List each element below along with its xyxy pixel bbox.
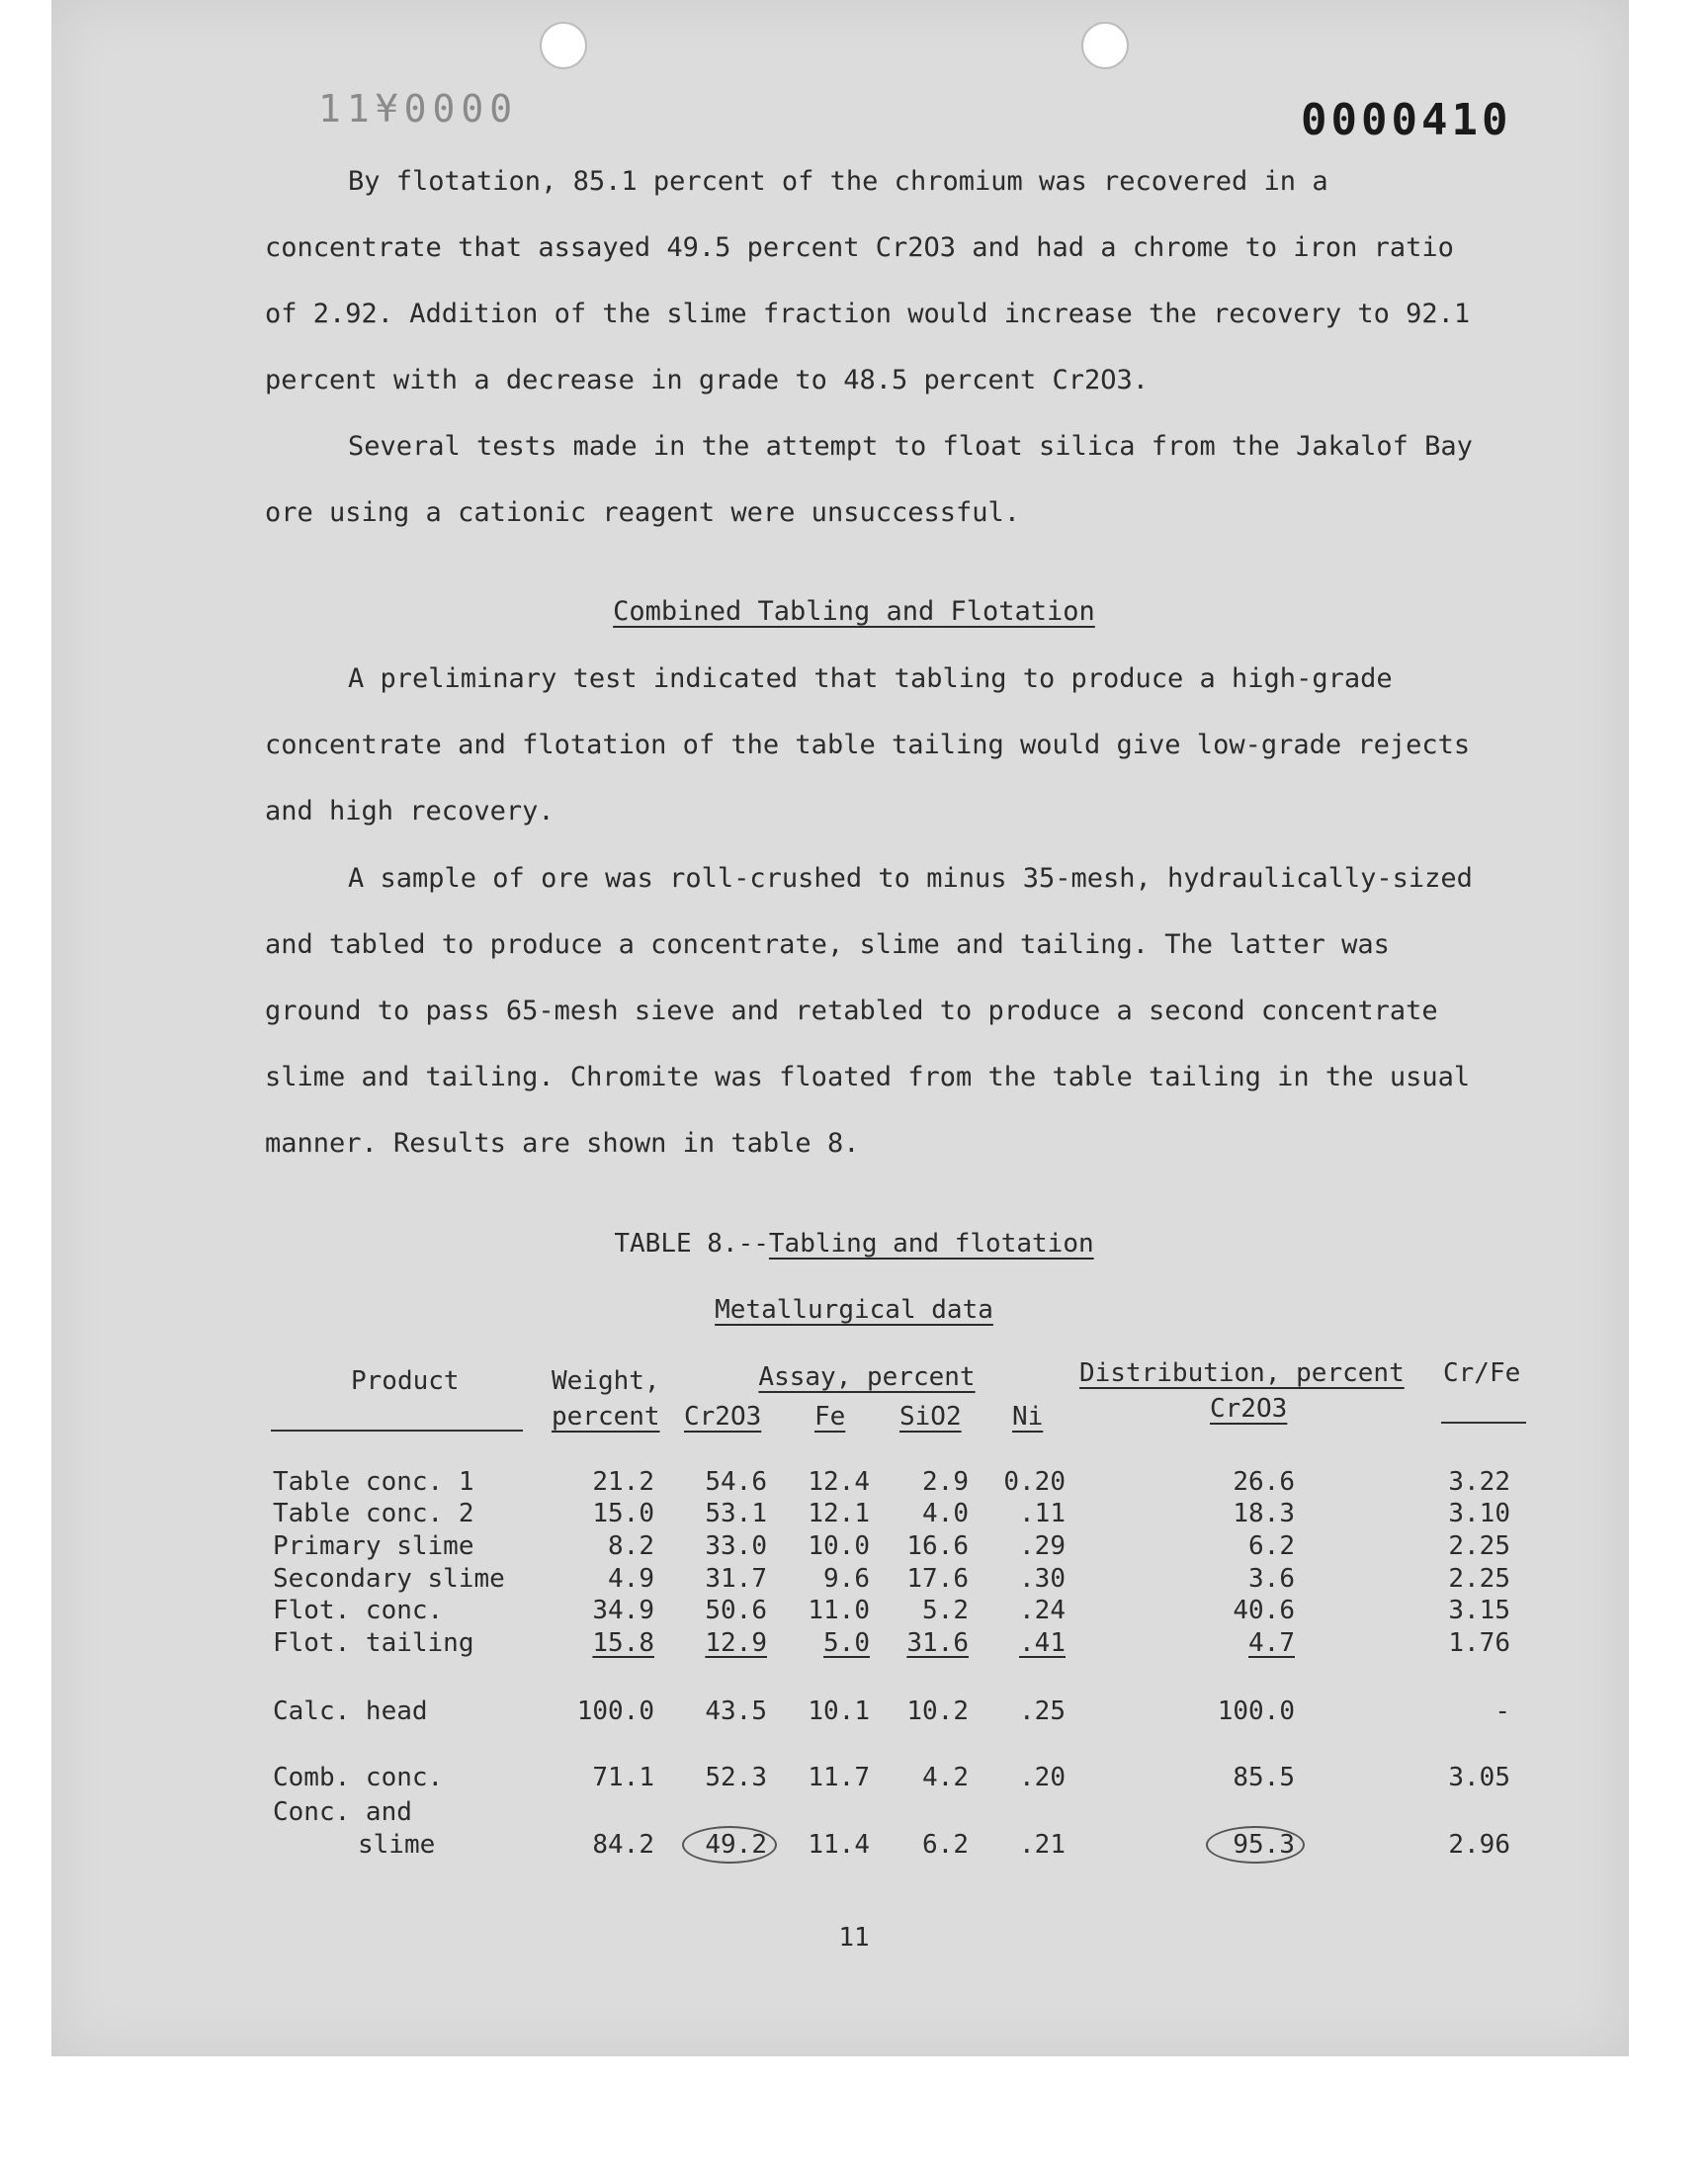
row-ni: .30 [1019, 1564, 1066, 1594]
row-cr-fe: 2.25 [1448, 1564, 1510, 1594]
row-ni: .29 [1019, 1531, 1066, 1561]
row-sio2: 10.2 [906, 1696, 969, 1726]
section-heading: Combined Tabling and Flotation [613, 596, 1095, 627]
header-assay-fe: Fe [814, 1402, 846, 1432]
punch-hole-right [1081, 22, 1129, 69]
paragraph-silica: Several tests made in the attempt to float silica from the Jakalof Bay ore using a cationic reagent were unsuccessful. [265, 431, 1473, 528]
row-fe: 12.4 [808, 1467, 870, 1497]
row-cr-fe: 2.96 [1448, 1830, 1510, 1860]
row-product: Table conc. 2 [273, 1499, 474, 1528]
row-product: Primary slime [273, 1531, 474, 1561]
row-fe: 9.6 [823, 1564, 870, 1594]
table-row [0, 1830, 1708, 1862]
row-weight: 4.9 [608, 1564, 654, 1594]
row-cr2o3: 53.1 [705, 1499, 767, 1528]
header-assay-cr2o3: Cr2O3 [684, 1402, 762, 1432]
header-rule-cr-fe [1441, 1422, 1526, 1424]
row-distribution: 3.6 [1248, 1564, 1295, 1594]
row-cr2o3: 12.9 [705, 1628, 767, 1658]
row-ni: .24 [1019, 1596, 1066, 1625]
row-product: Conc. and [273, 1797, 412, 1827]
row-distribution: 18.3 [1233, 1499, 1295, 1528]
row-weight: 100.0 [576, 1696, 654, 1726]
paragraph-flotation: By flotation, 85.1 percent of the chromium was recovered in a concentrate that assayed 49.5 percent Cr2O3 and had a chrome to iron ratio of 2.92. Addition of the slime fraction would increase the recovery to 92.1 percent with a decrease in grade to 48.5 percent Cr2O3. [265, 166, 1471, 395]
header-distribution-cr2o3: Cr2O3 [1210, 1394, 1288, 1424]
table-title: TABLE 8.--Tabling and flotation [614, 1229, 1094, 1259]
paragraph-sample: A sample of ore was roll-crushed to minus 35-mesh, hydraulically-sized and tabled to produce a concentrate, slime and tailing. The latter was ground to pass 65-mesh sieve and retabled to produce a second concentrate slime and tailing. Chromite was floated from the table tailing in the usual manner. Results are shown in table 8. [265, 863, 1473, 1159]
header-distribution-group: Distribution, percent [1079, 1358, 1405, 1388]
row-ni: .21 [1019, 1830, 1066, 1860]
row-sio2: 4.0 [922, 1499, 969, 1528]
row-product: Flot. conc. [273, 1596, 444, 1625]
header-assay-ni: Ni [1012, 1402, 1044, 1432]
row-weight: 15.8 [592, 1628, 654, 1658]
row-fe: 11.4 [808, 1830, 870, 1860]
row-weight: 71.1 [592, 1763, 654, 1792]
row-fe: 11.0 [808, 1596, 870, 1625]
row-sio2: 17.6 [906, 1564, 969, 1594]
row-cr2o3: 33.0 [705, 1531, 767, 1561]
header-product: Product [351, 1366, 460, 1396]
row-distribution: 85.5 [1233, 1763, 1295, 1792]
row-cr2o3: 31.7 [705, 1564, 767, 1594]
row-sio2: 4.2 [922, 1763, 969, 1792]
header-cr-fe: Cr/Fe [1443, 1358, 1521, 1388]
row-distribution: 26.6 [1233, 1467, 1295, 1497]
punch-hole-left [540, 22, 587, 69]
table-row [0, 1763, 1708, 1794]
row-product: Flot. tailing [273, 1628, 474, 1658]
row-fe: 11.7 [808, 1763, 870, 1792]
row-cr2o3: 52.3 [705, 1763, 767, 1792]
table-row [0, 1467, 1708, 1499]
row-weight: 15.0 [592, 1499, 654, 1528]
row-ni: .20 [1019, 1763, 1066, 1792]
row-cr-fe: 3.22 [1448, 1467, 1510, 1497]
paragraph-preliminary: A preliminary test indicated that tabling to produce a high-grade concentrate and flotation of the table tailing would give low-grade rejects and high recovery. [265, 663, 1471, 826]
row-ni: 0.20 [1003, 1467, 1066, 1497]
row-weight: 34.9 [592, 1596, 654, 1625]
row-cr-fe: - [1494, 1696, 1510, 1726]
table-row [0, 1499, 1708, 1530]
row-ni: .11 [1019, 1499, 1066, 1528]
table-row [0, 1596, 1708, 1627]
row-sio2: 31.6 [906, 1628, 969, 1658]
header-assay-group: Assay, percent [758, 1362, 976, 1392]
row-distribution: 6.2 [1248, 1531, 1295, 1561]
header-weight-line2: percent [552, 1402, 660, 1432]
row-cr2o3: 50.6 [705, 1596, 767, 1625]
table-row [0, 1797, 1708, 1829]
row-cr2o3: 54.6 [705, 1467, 767, 1497]
row-fe: 12.1 [808, 1499, 870, 1528]
document-id-faint: 11¥0000 [318, 87, 519, 130]
row-fe: 10.0 [808, 1531, 870, 1561]
row-cr-fe: 1.76 [1448, 1628, 1510, 1658]
row-sio2: 5.2 [922, 1596, 969, 1625]
row-sio2: 16.6 [906, 1531, 969, 1561]
row-cr2o3: 43.5 [705, 1696, 767, 1726]
table-row [0, 1564, 1708, 1596]
row-product: Table conc. 1 [273, 1467, 474, 1497]
row-fe: 10.1 [808, 1696, 870, 1726]
header-weight-line1: Weight, [552, 1366, 660, 1396]
row-product: Comb. conc. [273, 1763, 444, 1792]
row-product-continued: slime [358, 1830, 436, 1860]
row-sio2: 6.2 [922, 1830, 969, 1860]
document-id: 0000410 [1301, 95, 1512, 145]
page-number: 11 [838, 1923, 870, 1953]
row-product: Calc. head [273, 1696, 428, 1726]
row-weight: 84.2 [592, 1830, 654, 1860]
row-ni: .25 [1019, 1696, 1066, 1726]
row-distribution: 40.6 [1233, 1596, 1295, 1625]
header-assay-sio2: SiO2 [899, 1402, 962, 1432]
row-distribution: 95.3 [1206, 1826, 1305, 1864]
table-row [0, 1696, 1708, 1728]
header-rule-product [271, 1430, 523, 1432]
row-cr-fe: 3.05 [1448, 1763, 1510, 1792]
row-cr-fe: 3.10 [1448, 1499, 1510, 1528]
row-sio2: 2.9 [922, 1467, 969, 1497]
row-cr-fe: 3.15 [1448, 1596, 1510, 1625]
row-fe: 5.0 [823, 1628, 870, 1658]
row-cr-fe: 2.25 [1448, 1531, 1510, 1561]
row-product: Secondary slime [273, 1564, 505, 1594]
table-row [0, 1628, 1708, 1660]
table-subtitle: Metallurgical data [715, 1295, 993, 1325]
row-ni: .41 [1019, 1628, 1066, 1658]
row-cr2o3: 49.2 [682, 1826, 777, 1864]
row-distribution: 100.0 [1217, 1696, 1295, 1726]
row-distribution: 4.7 [1248, 1628, 1295, 1658]
row-weight: 21.2 [592, 1467, 654, 1497]
table-row [0, 1531, 1708, 1563]
row-weight: 8.2 [608, 1531, 654, 1561]
